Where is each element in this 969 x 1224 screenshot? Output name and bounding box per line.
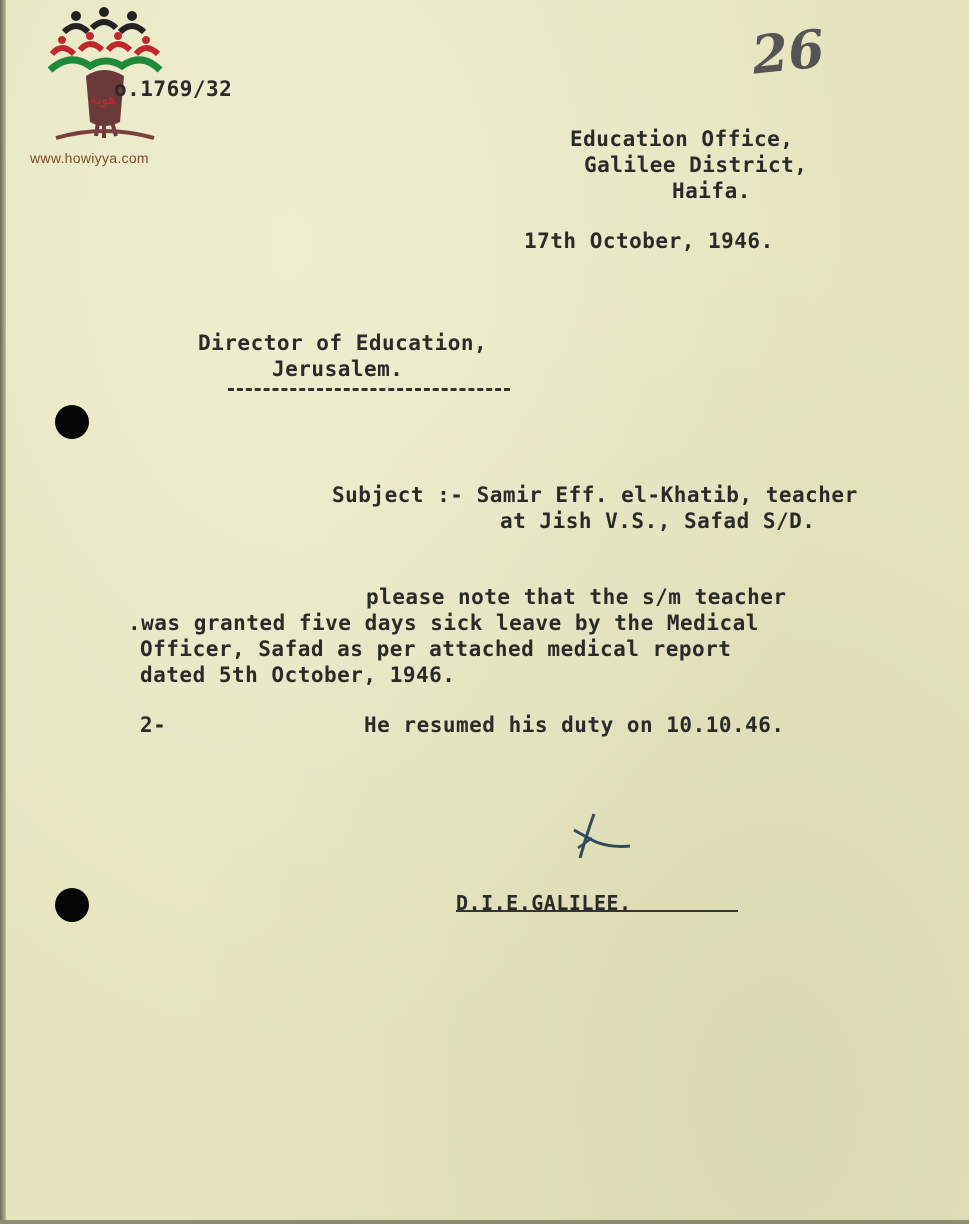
handwritten-signature-icon	[566, 808, 636, 868]
sender-line-3: Haifa.	[672, 179, 751, 203]
body-para1-line-4: dated 5th October, 1946.	[140, 663, 456, 687]
sender-line-1: Education Office,	[570, 127, 794, 151]
handwritten-page-number: 26	[749, 18, 828, 87]
addressee-underline	[228, 388, 510, 391]
signature-underline	[456, 910, 738, 912]
page-edge-bottom	[0, 1220, 969, 1224]
addressee-line-2: Jerusalem.	[272, 357, 404, 381]
punch-hole-top	[55, 405, 89, 439]
body-para2-number: 2-	[140, 713, 167, 737]
logo-url: www.howiyya.com	[30, 150, 149, 166]
subject-line-1: Subject :- Samir Eff. el-Khatib, teacher	[332, 483, 858, 507]
letter-date: 17th October, 1946.	[524, 229, 774, 253]
signature-title: D.I.E.GALILEE.	[456, 891, 632, 915]
file-number: o.1769/32	[114, 77, 233, 101]
page-edge-left	[0, 0, 6, 1224]
subject-line-2: at Jish V.S., Safad S/D.	[500, 509, 816, 533]
body-para2-text: He resumed his duty on 10.10.46.	[364, 713, 785, 737]
body-para1-line-1: please note that the s/m teacher	[366, 585, 787, 609]
body-para1-line-3: Officer, Safad as per attached medical report	[140, 637, 732, 661]
addressee-line-1: Director of Education,	[198, 331, 488, 355]
body-para1-line-2: .was granted five days sick leave by the Medical	[128, 611, 759, 635]
svg-text:هوية: هوية	[90, 92, 117, 108]
punch-hole-bottom	[55, 888, 89, 922]
sender-line-2: Galilee District,	[584, 153, 808, 177]
